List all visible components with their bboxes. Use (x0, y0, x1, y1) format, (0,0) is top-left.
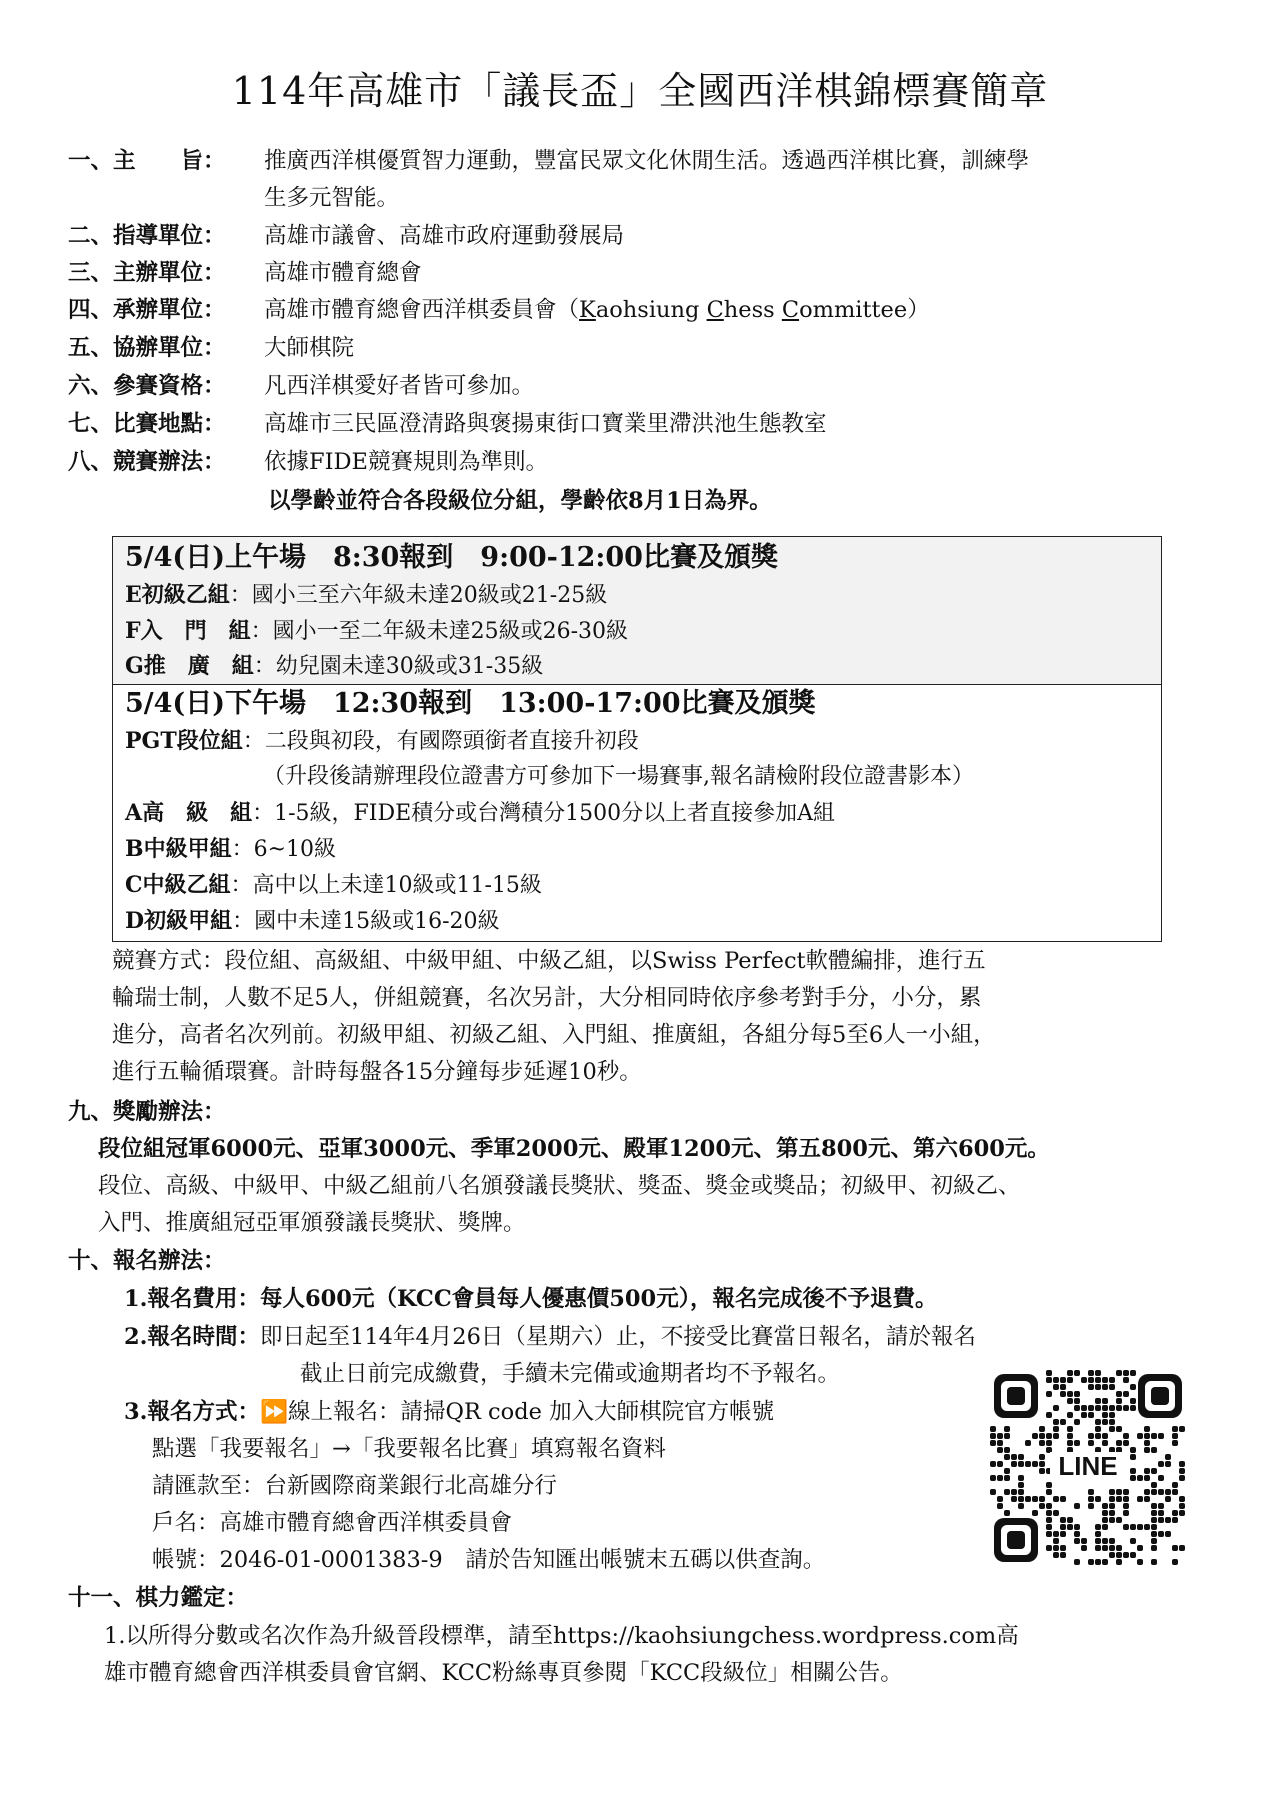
section-1-label: 一、主 旨： (68, 148, 226, 174)
group-row (125, 613, 628, 650)
afternoon-session-header: 5/4(日)下午場 12:30報到 13:00-17:00比賽及頒獎 (125, 688, 816, 719)
section-6-label: 六、參賽資格： (68, 373, 226, 399)
method-label: 3.報名方式： (124, 1399, 260, 1425)
group-row (125, 831, 336, 868)
fee-text: 每人600元（KCC會員每人優惠價500元），報名完成後不予退費。 (260, 1286, 938, 1312)
group-row (125, 577, 607, 614)
group-text: ：高中以上未達10級或11-15級 (230, 873, 542, 898)
group-row (125, 903, 500, 940)
group-row (125, 723, 639, 760)
group-row (125, 867, 542, 904)
group-label: G推 廣 組 (125, 653, 254, 679)
group-text: ：國小三至六年級未達20級或21-25級 (229, 583, 608, 608)
group-text: ：幼兒園未達30級或31-35級 (253, 654, 544, 679)
group-text: ：二段與初段，有國際頭銜者直接升初段 (242, 729, 639, 754)
section-8-value: 依據FIDE競賽規則為準則。 (264, 449, 548, 475)
group-text: ：國小一至二年級未達25級或26-30級 (250, 619, 629, 644)
section-10-label: 十、報名辦法： (68, 1248, 226, 1274)
schedule-table (112, 536, 1162, 942)
group-text: ：1-5級，FIDE積分或台灣積分1500分以上者直接參加A組 (252, 801, 836, 826)
group-row (125, 795, 835, 832)
group-row (125, 648, 543, 685)
group-label: PGT段位組 (125, 728, 243, 754)
organizer-english-part: ommittee） (799, 297, 930, 323)
page-title: 114年高雄市「議長盃」全國西洋棋錦標賽簡章 (231, 69, 1049, 113)
account-number: 帳號：2046-01-0001383-9 請於告知匯出帳號末五碼以供查詢。 (152, 1547, 826, 1573)
section-6-value: 凡西洋棋愛好者皆可參加。 (264, 373, 535, 399)
time-text: 即日起至114年4月26日（星期六）止，不接受比賽當日報名，請於報名 (260, 1324, 976, 1350)
section-8-note: 以學齡並符合各段級位分組，學齡依8月1日為界。 (268, 488, 772, 514)
account-name: 戶名：高雄市體育總會西洋棋委員會 (152, 1510, 513, 1536)
awards-text: 段位、高級、中級甲、中級乙組前八名頒發議長獎狀、獎盃、獎金或獎品；初級甲、初級乙、 (98, 1173, 1021, 1199)
section-3-label: 三、主辦單位： (68, 260, 226, 286)
section-2-value: 高雄市議會、高雄市政府運動發展局 (264, 223, 625, 249)
fee-label: 1.報名費用： (124, 1286, 260, 1312)
format-text: 進行五輪循環賽。計時每盤各15分鐘每步延遲10秒。 (112, 1059, 642, 1085)
morning-session (113, 537, 1161, 685)
rating-text: 1.以所得分數或名次作為升級晉段標準，請至https://kaohsiungchess.wordpress.com高 (104, 1623, 1019, 1649)
time-label: 2.報名時間： (124, 1324, 260, 1350)
group-label: A高 級 組 (125, 800, 253, 826)
section-8-label: 八、競賽辦法： (68, 449, 226, 475)
format-text: 競賽方式：段位組、高級組、中級甲組、中級乙組，以Swiss Perfect軟體編排，進行五 (112, 948, 986, 974)
registration-fee (124, 1281, 937, 1317)
group-label: D初級甲組 (125, 908, 233, 934)
line-logo-text: LINE (1058, 1451, 1118, 1481)
registration-time (124, 1319, 976, 1355)
format-text: 輪瑞士制，人數不足5人，併組競賽，名次另計，大分相同時依序參考對手分，小分，累 (112, 985, 982, 1011)
group-text: ：6~10級 (231, 837, 337, 862)
registration-time-2: 截止日前完成繳費，手續未完備或逾期者均不予報名。 (300, 1361, 841, 1387)
group-label: C中級乙組 (125, 872, 231, 898)
section-1-text-2: 生多元智能。 (264, 185, 400, 211)
afternoon-session (113, 685, 1161, 941)
awards-text: 入門、推廣組冠亞軍頒發議長獎狀、獎牌。 (98, 1210, 526, 1236)
method-text: ⏩線上報名：請掃QR code 加入大師棋院官方帳號 (260, 1399, 775, 1425)
underlined-letter: C (706, 297, 724, 323)
section-2-label: 二、指導單位： (68, 223, 226, 249)
underlined-letter: C (781, 297, 800, 323)
section-5-value: 大師棋院 (264, 335, 355, 361)
morning-session-header: 5/4(日)上午場 8:30報到 9:00-12:00比賽及頒獎 (125, 542, 778, 573)
section-7-label: 七、比賽地點： (68, 411, 226, 437)
organizer-english-part: hess (723, 297, 782, 323)
group-text: ：國中未達15級或16-20級 (232, 909, 500, 934)
section-9-label: 九、獎勵辦法： (68, 1099, 226, 1125)
underlined-letter: K (579, 297, 596, 323)
section-4-label: 四、承辦單位： (68, 297, 226, 323)
group-label: E初級乙組 (125, 582, 230, 608)
format-text: 進分，高者名次列前。初級甲組、初級乙組、入門組、推廣組，各組分每5至6人一小組， (112, 1022, 996, 1048)
method-step: 點選「我要報名」→「我要報名比賽」填寫報名資料 (152, 1436, 666, 1462)
registration-method (124, 1394, 774, 1430)
rating-text: 雄市體育總會西洋棋委員會官網、KCC粉絲專頁參閱「KCC段級位」相關公告。 (104, 1660, 903, 1686)
pgt-note: （升段後請辦理段位證書方可參加下一場賽事,報名請檢附段位證書影本） (263, 764, 974, 789)
group-label: F入 門 組 (125, 618, 251, 644)
line-qr-code-icon[interactable] (990, 1370, 1186, 1566)
organizer-name: 高雄市體育總會西洋棋委員會（ (264, 297, 580, 323)
group-label: B中級甲組 (125, 836, 232, 862)
awards-prize-money: 段位組冠軍6000元、亞軍3000元、季軍2000元、殿軍1200元、第五800元、第六600元。 (98, 1136, 1050, 1162)
section-1-text: 推廣西洋棋優質智力運動，豐富民眾文化休閒生活。透過西洋棋比賽，訓練學 (264, 148, 1030, 174)
section-3-value: 高雄市體育總會 (264, 260, 422, 286)
organizer-english-part: aohsiung (595, 297, 707, 323)
section-11-label: 十一、棋力鑑定： (68, 1585, 249, 1611)
section-7-value: 高雄市三民區澄清路與褒揚東街口寶業里滯洪池生態教室 (264, 411, 827, 437)
section-4-value (264, 292, 930, 328)
bank-info: 請匯款至：台新國際商業銀行北高雄分行 (152, 1473, 558, 1499)
section-5-label: 五、協辦單位： (68, 335, 226, 361)
